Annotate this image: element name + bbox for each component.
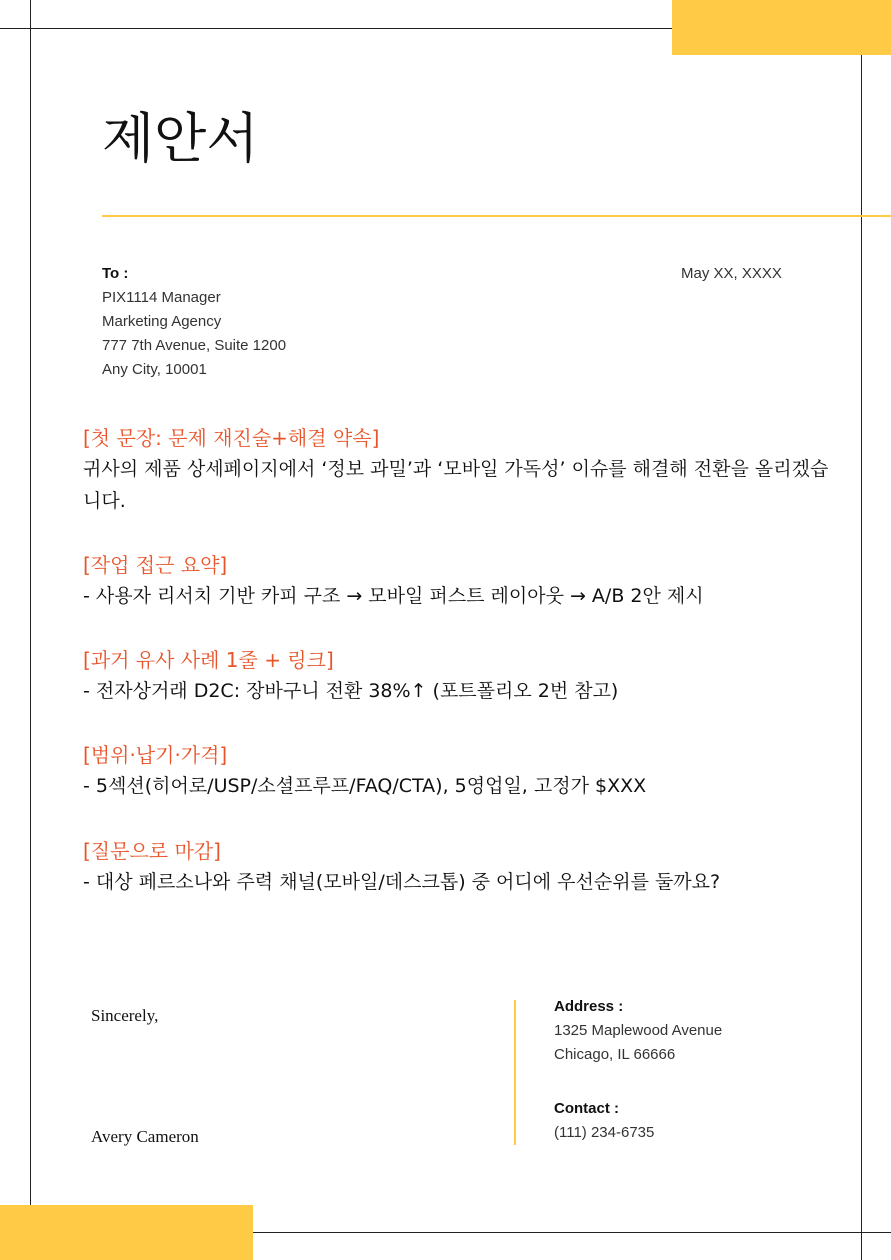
frame-line-right — [861, 0, 862, 1260]
frame-line-left — [30, 0, 31, 1260]
section-question — [83, 836, 843, 898]
recipient-label: To : — [102, 265, 129, 282]
section-opening — [83, 423, 843, 517]
recipient-line: Marketing Agency — [102, 313, 222, 330]
contact-block — [554, 1097, 654, 1145]
contact-label: Contact : — [554, 1100, 619, 1117]
accent-block-bottom — [0, 1205, 253, 1260]
section-heading: [질문으로 마감] — [83, 839, 221, 863]
recipient-line: 777 7th Avenue, Suite 1200 — [102, 337, 287, 354]
section-body: - 사용자 리서치 기반 카피 구조 → 모바일 퍼스트 레이아웃 → A/B 2안 제시 — [83, 585, 704, 607]
letter-date: May XX, XXXX — [681, 265, 782, 282]
title-divider — [102, 215, 891, 217]
address-line: Chicago, IL 66666 — [554, 1046, 676, 1063]
accent-block-top — [672, 0, 891, 55]
section-body: - 5섹션(히어로/USP/소셜프루프/FAQ/CTA), 5영업일, 고정가 $XXX — [83, 775, 647, 797]
signature-name: Avery Cameron — [91, 1127, 199, 1146]
section-body: 귀사의 제품 상세페이지에서 ‘정보 과밀’과 ‘모바일 가독성’ 이슈를 해결해 전환을 올리겠습니다. — [83, 458, 829, 512]
section-body: - 대상 페르소나와 주력 채널(모바일/데스크톱) 중 어디에 우선순위를 둘까요? — [83, 871, 721, 893]
page-title: 제안서 — [102, 107, 259, 170]
contact-phone: (111) 234-6735 — [554, 1124, 655, 1141]
contact-divider — [514, 1000, 516, 1145]
section-heading: [과거 유사 사례 1줄 + 링크] — [83, 648, 334, 672]
section-case — [83, 645, 843, 707]
address-line: 1325 Maplewood Avenue — [554, 1022, 723, 1039]
recipient-line: PIX1114 Manager — [102, 289, 221, 306]
section-body: - 전자상거래 D2C: 장바구니 전환 38%↑ (포트폴리오 2번 참고) — [83, 680, 619, 702]
recipient-line: Any City, 10001 — [102, 361, 207, 378]
recipient-block — [102, 262, 286, 382]
section-heading: [범위·납기·가격] — [83, 743, 228, 767]
section-approach — [83, 550, 843, 612]
section-scope — [83, 740, 843, 802]
address-label: Address : — [554, 998, 624, 1015]
address-block — [554, 995, 722, 1067]
section-heading: [작업 접근 요약] — [83, 553, 228, 577]
section-heading: [첫 문장: 문제 재진술+해결 약속] — [83, 426, 380, 450]
closing-text: Sincerely, — [91, 1006, 159, 1025]
